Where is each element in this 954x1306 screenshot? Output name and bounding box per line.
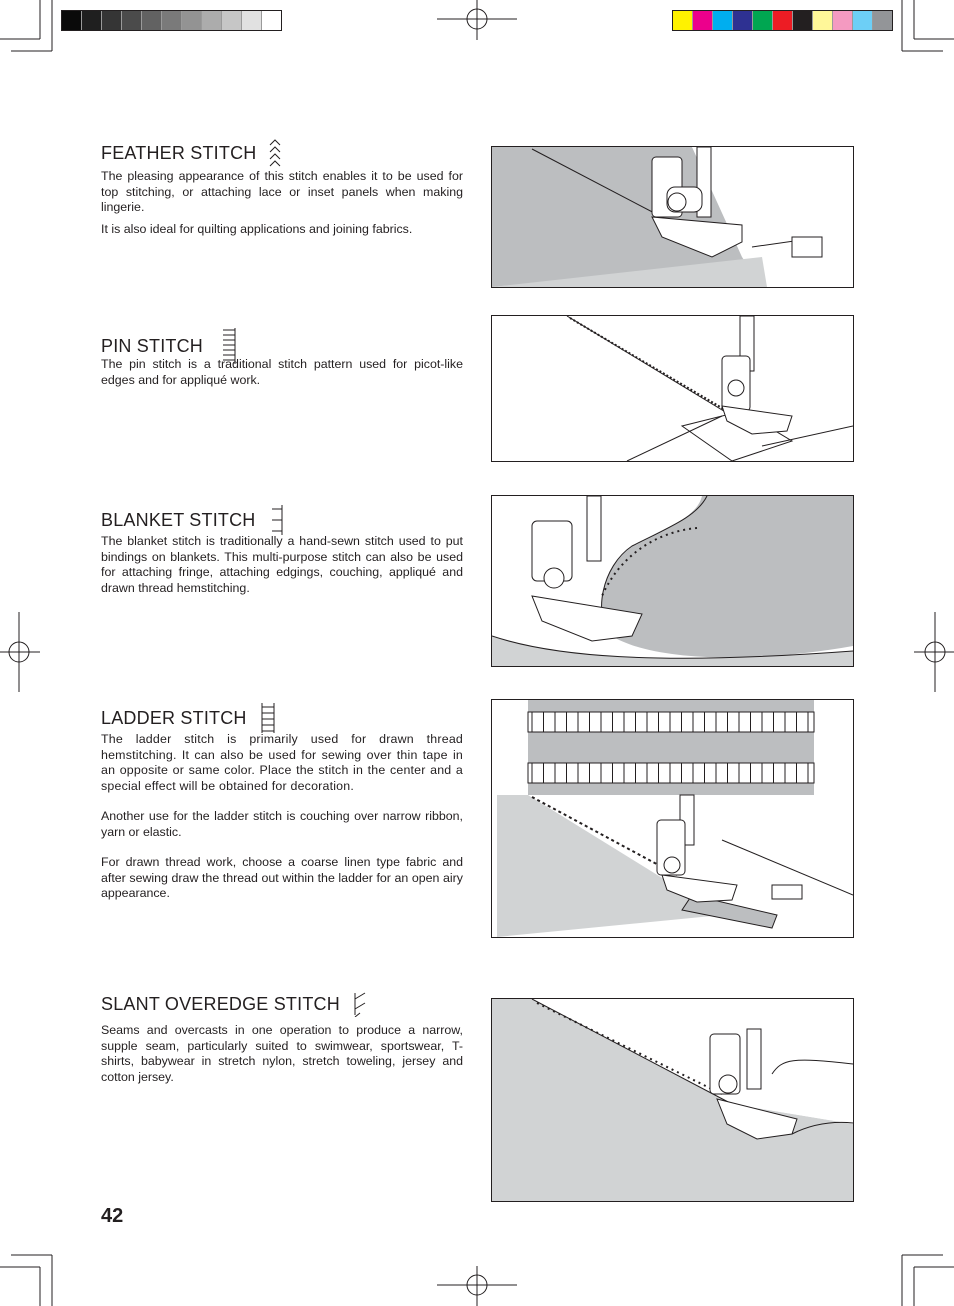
color-swatch	[242, 11, 262, 30]
registration-mark-top	[437, 0, 517, 40]
section-heading-blanket-stitch	[101, 503, 286, 537]
color-swatch	[713, 11, 733, 30]
section-body-feather-stitch	[101, 169, 463, 243]
color-swatch	[873, 11, 892, 30]
paragraph: Another use for the ladder stitch is couching over narrow ribbon, yarn or elastic.	[101, 809, 463, 839]
feather-stitch-illustration	[491, 146, 854, 288]
section-body-slant-overedge-stitch	[101, 1023, 463, 1091]
pin-stitch-illustration	[491, 315, 854, 462]
color-swatch	[813, 11, 833, 30]
paragraph: The pleasing appearance of this stitch enables it to be used for top stitching, or attaching lace or inset panels when making lingerie.	[101, 169, 463, 214]
color-swatch	[82, 11, 102, 30]
color-swatch	[122, 11, 142, 30]
color-swatch	[673, 11, 693, 30]
process-color-bar	[672, 10, 893, 31]
section-heading-ladder-stitch	[101, 701, 277, 735]
paragraph: For drawn thread work, choose a coarse linen type fabric and after sewing draw the thread out within the ladder for an open airy appearance.	[101, 855, 463, 900]
color-swatch	[142, 11, 162, 30]
color-swatch	[202, 11, 222, 30]
blanket-stitch-icon	[268, 503, 286, 537]
color-swatch	[162, 11, 182, 30]
paragraph: The ladder stitch is primarily used for drawn thread hemstitching. It can also be used for sewing over thin tape in an opposite or same color. Place the stitch in the center and a special effect will be obtained for decoration.	[101, 732, 463, 793]
section-title: BLANKET STITCH	[101, 509, 256, 530]
feather-stitch-icon	[268, 138, 282, 168]
slant-overedge-stitch-icon	[352, 991, 368, 1017]
grayscale-color-bar	[61, 10, 282, 31]
color-swatch	[853, 11, 873, 30]
section-title: FEATHER STITCH	[101, 142, 257, 163]
registration-mark-bottom	[437, 1266, 517, 1306]
color-swatch	[733, 11, 753, 30]
paragraph: The blanket stitch is traditionally a hand-sewn stitch used to put bindings on blankets. This multi-purpose stitch can also be used for attaching fringe, attaching edgings, couching, appliqué and drawn thread hemstitching.	[101, 534, 463, 595]
color-swatch	[773, 11, 793, 30]
registration-mark-left	[0, 612, 40, 692]
section-title: LADDER STITCH	[101, 707, 247, 728]
section-body-blanket-stitch	[101, 534, 463, 602]
section-title: SLANT OVEREDGE STITCH	[101, 993, 340, 1014]
color-swatch	[262, 11, 281, 30]
slant-overedge-stitch-illustration	[491, 998, 854, 1202]
color-swatch	[62, 11, 82, 30]
paragraph: It is also ideal for quilting applications and joining fabrics.	[101, 221, 413, 236]
color-swatch	[182, 11, 202, 30]
section-body-ladder-stitch	[101, 732, 463, 908]
section-body-pin-stitch	[101, 357, 463, 394]
section-heading-slant-overedge-stitch	[101, 991, 368, 1017]
section-heading-feather-stitch	[101, 138, 282, 168]
paragraph: The pin stitch is a traditional stitch pattern used for picot-like edges and for appliqué work.	[101, 357, 463, 387]
section-title: PIN STITCH	[101, 335, 204, 356]
color-swatch	[753, 11, 773, 30]
paragraph: Seams and overcasts in one operation to produce a narrow, supple seam, particularly suited to swimwear, sportswear, T-shirts, babywear in stretch nylon, stretch toweling, jersey and cotton jersey.	[101, 1023, 463, 1084]
color-swatch	[222, 11, 242, 30]
blanket-stitch-illustration	[491, 495, 854, 667]
page-number: 42	[101, 1205, 124, 1227]
color-swatch	[102, 11, 122, 30]
registration-mark-right	[914, 612, 954, 692]
color-swatch	[693, 11, 713, 30]
ladder-stitch-illustration	[491, 699, 854, 938]
color-swatch	[793, 11, 813, 30]
ladder-stitch-icon	[259, 701, 277, 735]
color-swatch	[833, 11, 853, 30]
